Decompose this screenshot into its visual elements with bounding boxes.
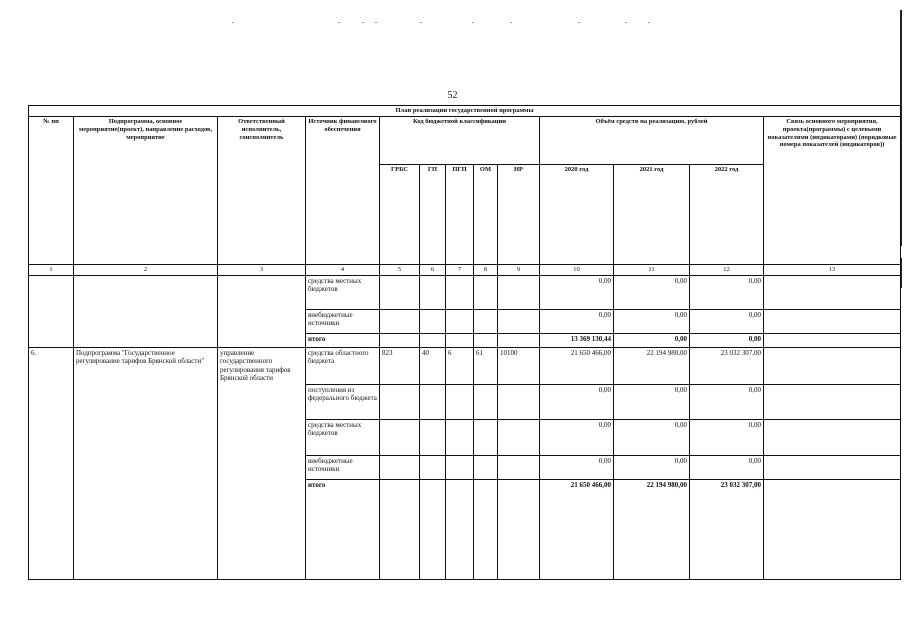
- header-om: ОМ: [474, 165, 498, 265]
- value-2022: 0,00: [690, 384, 764, 419]
- pgp-cell: 6: [446, 347, 474, 384]
- col-number: 3: [218, 265, 306, 276]
- np-cell: 10100: [498, 347, 540, 384]
- row-num: 6.: [29, 347, 74, 579]
- header-program: Подпрограмма, основное мероприятие(проект), направление расходов, мероприятие: [74, 117, 218, 265]
- scan-speck: [420, 22, 422, 23]
- program-plan-table: [28, 105, 901, 580]
- source-cell: внебюджетные источники: [306, 309, 380, 333]
- col-number: 11: [614, 265, 690, 276]
- header-executor: Ответственный исполнитель, соисполнитель: [218, 117, 306, 265]
- executor-name: управление государственного регулирования тарифов Брянской области: [218, 347, 306, 579]
- value-2022: 0,00: [690, 275, 764, 309]
- scan-speck: [232, 22, 234, 23]
- header-num: № пп: [29, 117, 74, 265]
- value-2022: 0,00: [690, 309, 764, 333]
- col-number: 1: [29, 265, 74, 276]
- page-number: 52: [447, 90, 458, 101]
- scan-speck: [578, 22, 580, 23]
- header-link: Связь основного мероприятия, проекта(программы) с целевыми показателями (индикаторами) (порядковые номера показателей (индикаторов)): [764, 117, 901, 265]
- header-grbs: ГРБС: [380, 165, 420, 265]
- col-number: 12: [690, 265, 764, 276]
- source-cell: внебюджетные источники: [306, 455, 380, 479]
- total-2021: 22 194 980,00: [614, 479, 690, 579]
- total-2021: 0,00: [614, 333, 690, 347]
- total-2022: 0,00: [690, 333, 764, 347]
- total-2020: 21 650 466,00: [540, 479, 614, 579]
- col-number: 4: [306, 265, 380, 276]
- value-2020: 21 650 466,00: [540, 347, 614, 384]
- scan-speck: [362, 22, 364, 23]
- value-2021: 0,00: [614, 419, 690, 455]
- value-2021: 0,00: [614, 275, 690, 309]
- header-2022: 2022 год: [690, 165, 764, 265]
- col-number: 7: [446, 265, 474, 276]
- header-gp: ГП: [420, 165, 446, 265]
- col-number: 5: [380, 265, 420, 276]
- value-2020: 0,00: [540, 384, 614, 419]
- value-2020: 0,00: [540, 455, 614, 479]
- cont-program-cell: [74, 275, 218, 347]
- value-2021: 0,00: [614, 384, 690, 419]
- source-cell-total: итого: [306, 333, 380, 347]
- total-2020: 13 369 130,44: [540, 333, 614, 347]
- source-cell: средства местных бюджетов: [306, 419, 380, 455]
- header-code-group: Код бюджетной классификации: [380, 117, 540, 165]
- column-number-row: [29, 265, 901, 276]
- program-name: Подпрограмма "Государственное регулирование тарифов Брянской области": [74, 347, 218, 579]
- header-volume-group: Объём средств на реализацию, рублей: [540, 117, 764, 165]
- om-cell: 61: [474, 347, 498, 384]
- scan-speck: [648, 22, 650, 23]
- value-2022: 0,00: [690, 419, 764, 455]
- col-number: 2: [74, 265, 218, 276]
- gp-cell: 40: [420, 347, 446, 384]
- value-2021: 0,00: [614, 309, 690, 333]
- col-number: 8: [474, 265, 498, 276]
- col-number: 13: [764, 265, 901, 276]
- header-source: Источник финансового обеспечения: [306, 117, 380, 265]
- value-2020: 0,00: [540, 275, 614, 309]
- scan-speck: [625, 22, 627, 23]
- grbs-cell: 823: [380, 347, 420, 384]
- scan-speck: [510, 22, 512, 23]
- total-2022: 23 032 307,00: [690, 479, 764, 579]
- source-cell: средства местных бюджетов: [306, 275, 380, 309]
- header-pgp: ПГП: [446, 165, 474, 265]
- source-cell-total: итого: [306, 479, 380, 579]
- value-2022: 0,00: [690, 455, 764, 479]
- scan-speck: [338, 22, 340, 23]
- header-np: НР: [498, 165, 540, 265]
- value-2021: 0,00: [614, 455, 690, 479]
- scan-speck: [375, 22, 377, 23]
- table-row: [29, 275, 901, 309]
- value-2020: 0,00: [540, 309, 614, 333]
- value-2021: 22 194 980,00: [614, 347, 690, 384]
- table-row: [29, 347, 901, 384]
- col-number: 6: [420, 265, 446, 276]
- header-2021: 2021 год: [614, 165, 690, 265]
- col-number: 9: [498, 265, 540, 276]
- table-title: План реализации государственной программы: [29, 106, 901, 117]
- col-number: 10: [540, 265, 614, 276]
- scan-speck: [472, 22, 474, 23]
- value-2020: 0,00: [540, 419, 614, 455]
- header-2020: 2020 год: [540, 165, 614, 265]
- source-cell: средства областного бюджета: [306, 347, 380, 384]
- source-cell: поступления из федерального бюджета: [306, 384, 380, 419]
- cont-num-cell: [29, 275, 74, 347]
- value-2022: 23 032 307,00: [690, 347, 764, 384]
- cont-executor-cell: [218, 275, 306, 347]
